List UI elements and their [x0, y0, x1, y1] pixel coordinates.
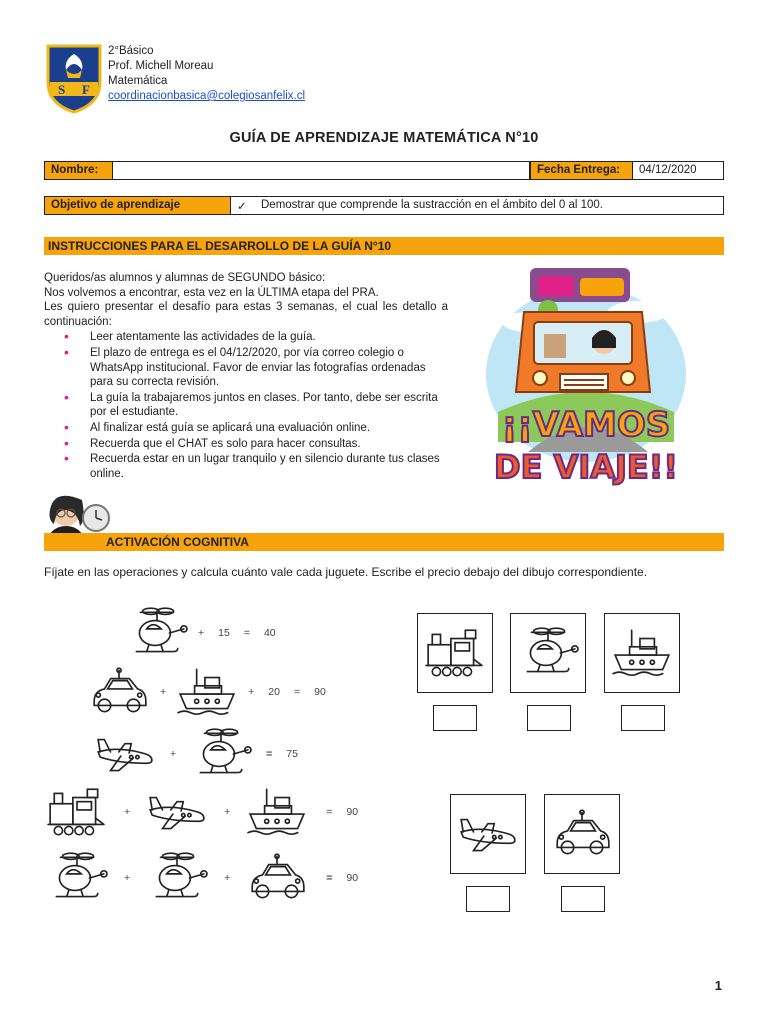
- answer-box-train: [417, 613, 493, 693]
- challenge-text: Les quiero presentar el desafío para estas 3 semanas, el cual les detallo a continuación:: [44, 301, 448, 328]
- helicopter-icon: [126, 606, 188, 660]
- activity-prompt: Fíjate en las operaciones y calcula cuánto vale cada juguete. Escribe el precio debajo del dibujo correspondiente.: [44, 565, 648, 579]
- addend-value: 20: [268, 686, 280, 698]
- boat-icon: [246, 785, 308, 839]
- answer-box-helicopter: [510, 613, 586, 693]
- equals-sign: =: [243, 627, 250, 639]
- list-item: • Recuerda que el CHAT es solo para hacer consultas.: [64, 437, 448, 452]
- banner-line-1: ¡¡VAMOS: [501, 405, 671, 445]
- plus-sign: +: [198, 627, 205, 639]
- list-item: • Leer atentamente las actividades de la guía.: [64, 330, 448, 345]
- car-icon: [246, 851, 308, 905]
- answer-box-boat: [604, 613, 680, 693]
- objective-label: Objetivo de aprendizaje: [45, 197, 231, 214]
- price-input-helicopter[interactable]: [527, 705, 571, 731]
- airplane-icon: [146, 785, 208, 839]
- plus-sign: +: [248, 686, 255, 698]
- plus-sign: +: [170, 748, 177, 760]
- school-header: [46, 44, 346, 120]
- plus-sign: +: [124, 806, 131, 818]
- instructions-list: [64, 330, 448, 481]
- equation-row-4: [46, 782, 362, 842]
- result-value: 40: [263, 627, 276, 639]
- activity-heading: ACTIVACIÓN COGNITIVA: [44, 533, 724, 551]
- subject-text: Matemática: [108, 75, 168, 87]
- equation-row-2: [88, 662, 330, 722]
- addend-value: 15: [218, 627, 230, 639]
- result-value: 90: [346, 872, 359, 884]
- answer-box-airplane: [450, 794, 526, 874]
- equation-row-5: [46, 848, 362, 908]
- boat-icon: [611, 626, 673, 680]
- instructions-body: [44, 271, 448, 481]
- banner-line-2: DE VIAJE!!: [494, 448, 678, 486]
- logo-letter-f: F: [82, 82, 90, 97]
- document-title: GUÍA DE APRENDIZAJE MATEMÁTICA N°10: [229, 130, 539, 146]
- result-value: 90: [346, 806, 359, 818]
- helicopter-icon: [146, 851, 208, 905]
- airplane-icon: [94, 727, 156, 781]
- name-label: Nombre:: [45, 162, 113, 179]
- teacher-name: Prof. Michell Moreau: [108, 60, 214, 72]
- result-value: 75: [286, 748, 298, 760]
- date-row: [530, 161, 724, 180]
- objective-row: [44, 196, 724, 215]
- intro-line: Nos volvemos a encontrar, esta vez en la ÚLTIMA etapa del PRA.: [44, 286, 379, 299]
- list-item: • La guía la trabajaremos juntos en clases. Por tanto, debe ser escrita por el estudiante.: [64, 391, 448, 420]
- objective-text: Demostrar que comprende la sustracción en el ámbito del 0 al 100.: [261, 199, 603, 211]
- answer-box-car: [544, 794, 620, 874]
- list-item: • Al finalizar está guía se aplicará una evaluación online.: [64, 421, 448, 436]
- price-input-train[interactable]: [433, 705, 477, 731]
- equation-row-3: [94, 724, 302, 784]
- vamos-de-viaje-banner: [468, 262, 704, 494]
- helicopter-icon: [190, 727, 252, 781]
- equals-sign: =: [326, 806, 333, 818]
- equation-row-1: [126, 603, 280, 663]
- price-input-airplane[interactable]: [466, 886, 510, 912]
- equals-sign: =: [293, 686, 301, 698]
- name-row: [44, 161, 530, 180]
- logo-letter-s: S: [58, 82, 66, 97]
- car-icon: [551, 807, 613, 861]
- check-icon: ✓: [237, 201, 247, 213]
- name-field[interactable]: [113, 162, 529, 179]
- plus-sign: +: [224, 806, 231, 818]
- boat-icon: [176, 665, 238, 719]
- train-icon: [46, 785, 108, 839]
- result-value: 90: [314, 686, 326, 698]
- equals-sign: =: [326, 872, 333, 884]
- instructions-heading: INSTRUCCIONES PARA EL DESARROLLO DE LA GUÍA N°10: [44, 237, 724, 255]
- page-number: 1: [714, 978, 722, 993]
- car-icon: [88, 665, 150, 719]
- helicopter-icon: [517, 626, 579, 680]
- equals-sign: =: [266, 748, 273, 760]
- email-link[interactable]: coordinacionbasica@colegiosanfelix.cl: [108, 90, 306, 102]
- grade-text: 2°Básico: [108, 45, 154, 57]
- plus-sign: +: [124, 872, 131, 884]
- price-input-car[interactable]: [561, 886, 605, 912]
- list-item: • El plazo de entrega es el 04/12/2020, por vía correo colegio o WhatsApp institucional. Favor de enviar las fotografías ordenadas para su correcta revisión.: [64, 346, 448, 390]
- greeting-text: Queridos/as alumnos y alumnas de SEGUNDO básico:: [44, 272, 326, 284]
- helicopter-icon: [46, 851, 108, 905]
- school-logo-icon: [46, 44, 102, 114]
- train-icon: [424, 626, 486, 680]
- date-label: Fecha Entrega:: [531, 162, 633, 179]
- airplane-icon: [457, 807, 519, 861]
- school-info: [108, 44, 305, 104]
- price-input-boat[interactable]: [621, 705, 665, 731]
- date-field[interactable]: 04/12/2020: [639, 164, 697, 176]
- list-item: • Recuerda estar en un lugar tranquilo y en silencio durante tus clases online.: [64, 452, 448, 481]
- plus-sign: +: [160, 686, 167, 698]
- plus-sign: +: [224, 872, 231, 884]
